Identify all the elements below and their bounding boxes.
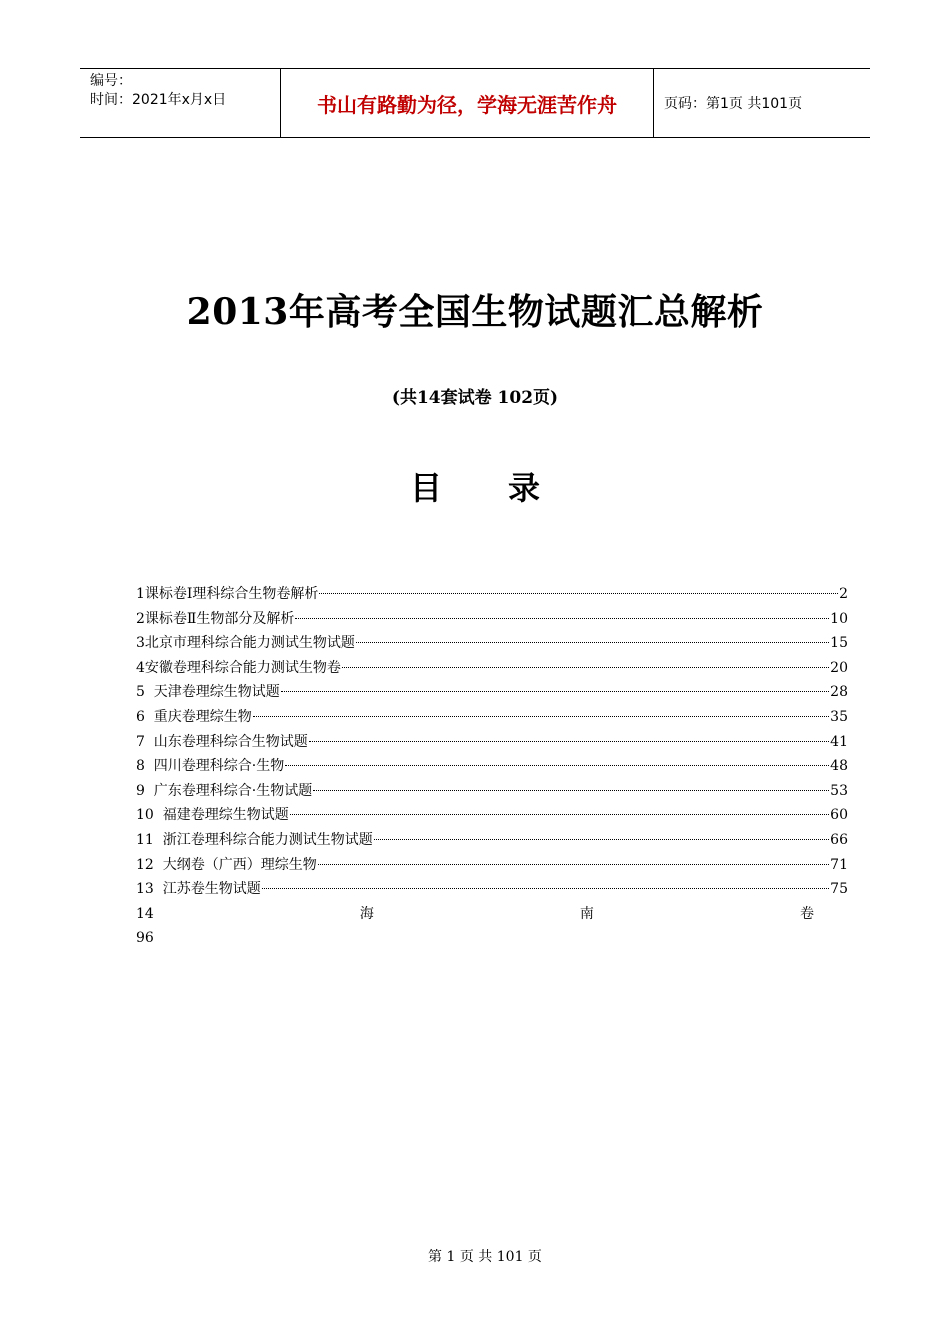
toc-entry-page: 48: [830, 758, 848, 775]
toc-heading-right: 录: [508, 469, 541, 507]
toc-entry-page: 53: [830, 782, 848, 799]
toc-entry-title: 2课标卷Ⅱ生物部分及解析: [136, 610, 295, 627]
toc-entry[interactable]: [136, 779, 848, 804]
toc-entry-page: 15: [830, 635, 848, 652]
toc-entry-page: 2: [839, 586, 848, 602]
toc-entry[interactable]: [136, 803, 848, 828]
toc-heading-left: 目: [409, 469, 442, 507]
toc-entry-title: 1课标卷Ⅰ理科综合生物卷解析: [136, 586, 319, 602]
toc-entry-page: 66: [830, 831, 848, 848]
document-title: 2013年高考全国生物试题汇总解析: [186, 291, 764, 333]
toc-entry[interactable]: [136, 853, 848, 878]
toc-entry-page: 71: [830, 856, 848, 873]
header-page-cell: [654, 69, 870, 137]
toc-entry-page: 75: [830, 881, 848, 898]
toc-entry-title: 13 江苏卷生物试题: [136, 881, 261, 898]
motto-text: 书山有路勤为径，学海无涯苦作舟: [317, 92, 617, 117]
toc-entry[interactable]: [136, 607, 848, 632]
toc-entry[interactable]: [136, 754, 848, 779]
toc-entry-page: 20: [830, 659, 848, 676]
toc-entry[interactable]: [136, 631, 848, 656]
dot-leader: [374, 839, 829, 840]
document-subtitle: (共14套试卷 102页): [391, 388, 559, 408]
toc-entry[interactable]: [136, 877, 848, 902]
dot-leader: [295, 618, 829, 619]
dot-leader: [313, 790, 829, 791]
toc-entry-title: 11 浙江卷理科综合能力测试生物试题: [136, 831, 373, 848]
toc-entry-last[interactable]: [136, 902, 848, 927]
dot-leader: [319, 593, 838, 594]
page-footer: 第 1 页 共 101 页: [428, 1249, 542, 1265]
toc-entry-title: 9 广东卷理科综合·生物试题: [136, 782, 313, 799]
toc-entry[interactable]: [136, 730, 848, 755]
toc-entry-title: 6 重庆卷理综生物: [136, 708, 252, 725]
toc-last-part: 卷: [799, 905, 814, 922]
toc-last-page: 96: [136, 930, 154, 947]
table-of-contents: [136, 582, 848, 951]
toc-entry-title: 10 福建卷理综生物试题: [136, 807, 289, 824]
toc-entry-title: 5 天津卷理综生物试题: [136, 684, 280, 701]
toc-entry-page: 35: [830, 708, 848, 725]
number-label: 编号：: [90, 73, 132, 89]
dot-leader: [342, 667, 829, 668]
toc-entry-page: 10: [830, 610, 848, 627]
toc-last-part: 14: [136, 905, 154, 922]
toc-entry-title: 12 大纲卷（广西）理综生物: [136, 856, 317, 873]
dot-leader: [290, 814, 829, 815]
page-info: 页码：第1页 共101页: [664, 96, 803, 112]
dot-leader: [318, 864, 829, 865]
toc-entry-page: 41: [830, 733, 848, 750]
toc-entry[interactable]: [136, 828, 848, 853]
toc-entry-title: 4安徽卷理科综合能力测试生物卷: [136, 659, 341, 676]
toc-entry-page: 28: [830, 684, 848, 701]
dot-leader: [356, 642, 829, 643]
header-motto-cell: [281, 69, 654, 137]
toc-entry-title: 3北京市理科综合能力测试生物试题: [136, 635, 355, 652]
toc-last-part: 海: [359, 905, 374, 922]
dot-leader: [281, 691, 829, 692]
dot-leader: [309, 741, 829, 742]
toc-entry[interactable]: [136, 656, 848, 681]
toc-last-part: 南: [579, 905, 594, 922]
toc-entry-title: 8 四川卷理科综合·生物: [136, 758, 285, 775]
toc-entry[interactable]: [136, 582, 848, 607]
dot-leader: [262, 888, 829, 889]
toc-heading: [0, 463, 950, 509]
time-label: 时间：2021年x月x日: [90, 92, 227, 108]
toc-entry[interactable]: [136, 705, 848, 730]
header-meta-cell: [80, 69, 281, 137]
toc-entry-title: 7 山东卷理科综合生物试题: [136, 733, 308, 750]
toc-entry[interactable]: [136, 680, 848, 705]
toc-entry-page: 60: [830, 807, 848, 824]
dot-leader: [285, 765, 829, 766]
dot-leader: [253, 716, 829, 717]
header-table: [80, 68, 870, 138]
